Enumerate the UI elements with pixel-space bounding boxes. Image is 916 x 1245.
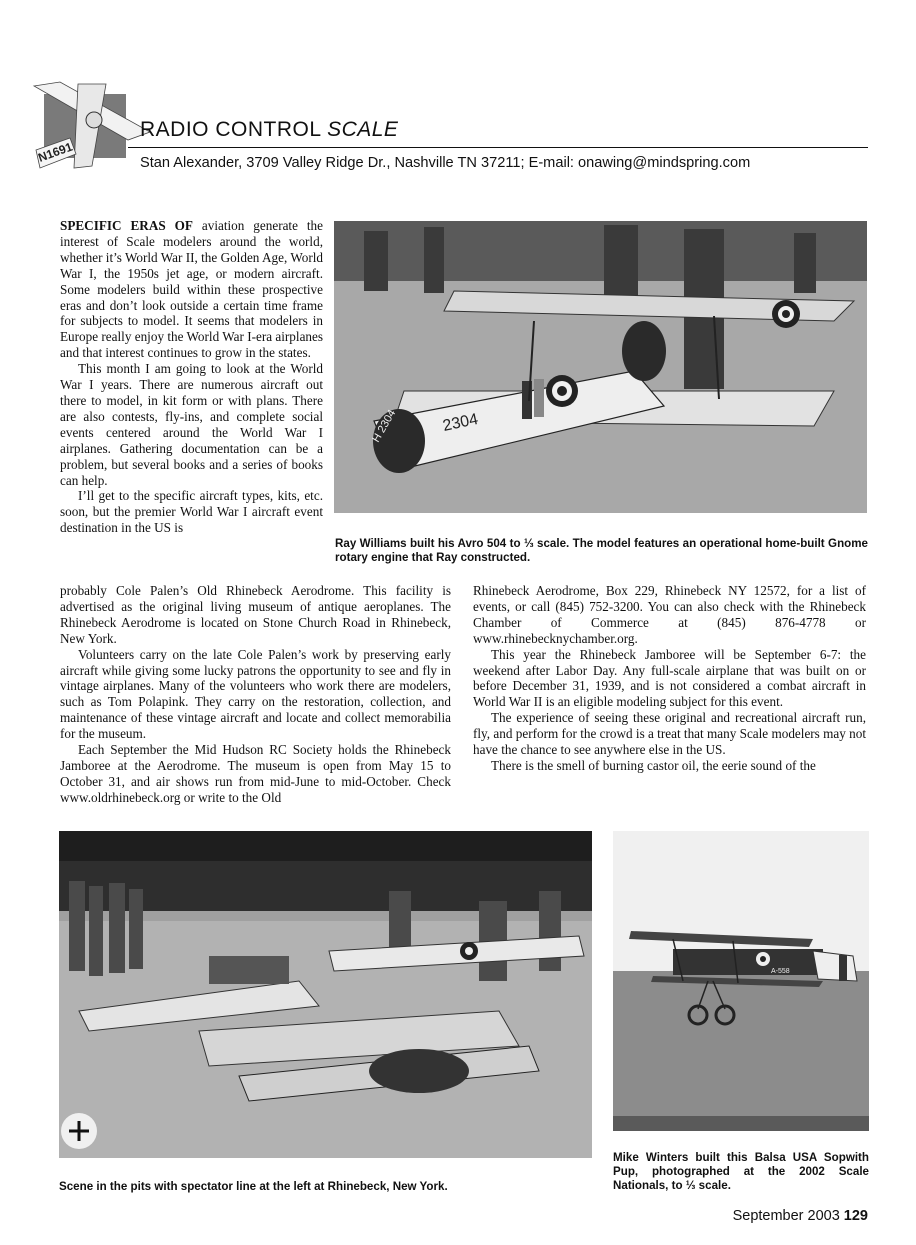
column-title-italic: SCALE — [327, 118, 399, 141]
article-paragraph: The experience of seeing these original and recreational aircraft run, fly, and perform for the crowd is a treat that many Scale modelers may not have the chance to see anywhere else in the US. — [473, 710, 866, 758]
caption-pits-scene: Scene in the pits with spectator line at the left at Rhinebeck, New York. — [59, 1180, 448, 1193]
airplane-logo-icon — [30, 80, 154, 172]
article-paragraph — [60, 218, 323, 361]
column-logo — [30, 80, 154, 172]
article-column-c — [473, 583, 866, 774]
header-rule — [128, 147, 868, 148]
column-title — [140, 118, 398, 142]
article-column-b — [60, 583, 451, 806]
author-line: Stan Alexander, 3709 Valley Ridge Dr., Nashville TN 37211; E-mail: onawing@mindspring.com — [140, 155, 751, 171]
article-paragraph: Each September the Mid Hudson RC Society holds the Rhinebeck Jamboree at the Aerodrome. The museum is open from May 15 to October 31, and air shows run from mid-June to mid-October. Check www.oldrhinebeck.org or write to the Old — [60, 742, 451, 805]
avro-fuselage-marking: 2304 — [441, 410, 480, 435]
article-paragraph: Volunteers carry on the late Cole Palen’s work by preserving early aircraft while giving some lucky patrons the opportunity to see and fly in vintage airplanes. Many of the volunteers who work there are modelers, such as Tom Polapink. They carry on the restoration, collection, and maintenance of these vintage aircraft and locate and collect memorabilia for the museum. — [60, 646, 451, 742]
article-paragraph: This month I am going to look at the World War I years. There are numerous aircraft out there to model, in kit form or with plans. There are also contests, fly-ins, and complete social events centered around the World War I airplanes. Gathering documentation can be a problem, but several books and a series of books can help. — [60, 361, 323, 488]
pup-fuselage-marking: A-558 — [771, 968, 790, 975]
logo-registration: N1691 — [36, 139, 75, 165]
column-title-main: RADIO CONTROL — [140, 118, 321, 141]
article-column-a — [60, 218, 323, 536]
photo-avro-504 — [334, 221, 867, 513]
article-paragraph-text: aviation generate the interest of Scale modelers around the world, whether it’s World War II, the Golden Age, World War I, the 1950s jet age, or modern aircraft. Some modelers build within these prospective eras and don’t look outside a certain time frame for subjects to model. It seems that modelers in Europe really enjoy the World War I-era airplanes and that interest continues to grow in the states. — [60, 218, 324, 361]
photo-pits-scene — [59, 831, 592, 1158]
article-paragraph: probably Cole Palen’s Old Rhinebeck Aerodrome. This facility is advertised as the original living museum of antique aeroplanes. The Rhinebeck Aerodrome is located on Stone Church Road in Rhinebeck, New York. — [60, 583, 451, 646]
avro-tail-marking: H 2304 — [370, 407, 399, 445]
page-number: 129 — [843, 1208, 868, 1224]
photo-sopwith-pup — [613, 831, 869, 1131]
article-paragraph: This year the Rhinebeck Jamboree will be September 6-7: the weekend after Labor Day. Any full-scale airplane that was built on or before December 31, 1939, and is not considered a combat aircraft in World War II is an eligible modeling subject for this event. — [473, 646, 866, 710]
article-paragraph: There is the smell of burning castor oil, the eerie sound of the — [491, 757, 816, 773]
article-paragraph: Rhinebeck Aerodrome, Box 229, Rhinebeck NY 12572, for a list of events, or call (845) 752-3200. You can also check with the Rhinebeck Chamber of Commerce at (845) 876-4778 or www.rhinebecknychamber.org. — [473, 583, 866, 646]
issue-date: September 2003 — [732, 1208, 840, 1224]
article-paragraph: I’ll get to the specific aircraft types, kits, etc. soon, but the premier World War I aircraft event destination in the US is — [60, 488, 323, 536]
article-lead-in: SPECIFIC ERAS OF — [60, 218, 193, 233]
caption-avro-504: Ray Williams built his Avro 504 to ⅓ scale. The model features an operational home-built Gnome rotary engine that Ray constructed. — [335, 537, 868, 564]
caption-sopwith-pup: Mike Winters built this Balsa USA Sopwith Pup, photographed at the 2002 Scale Nationals, to ⅓ scale. — [613, 1151, 869, 1192]
page-footer — [733, 1208, 868, 1224]
